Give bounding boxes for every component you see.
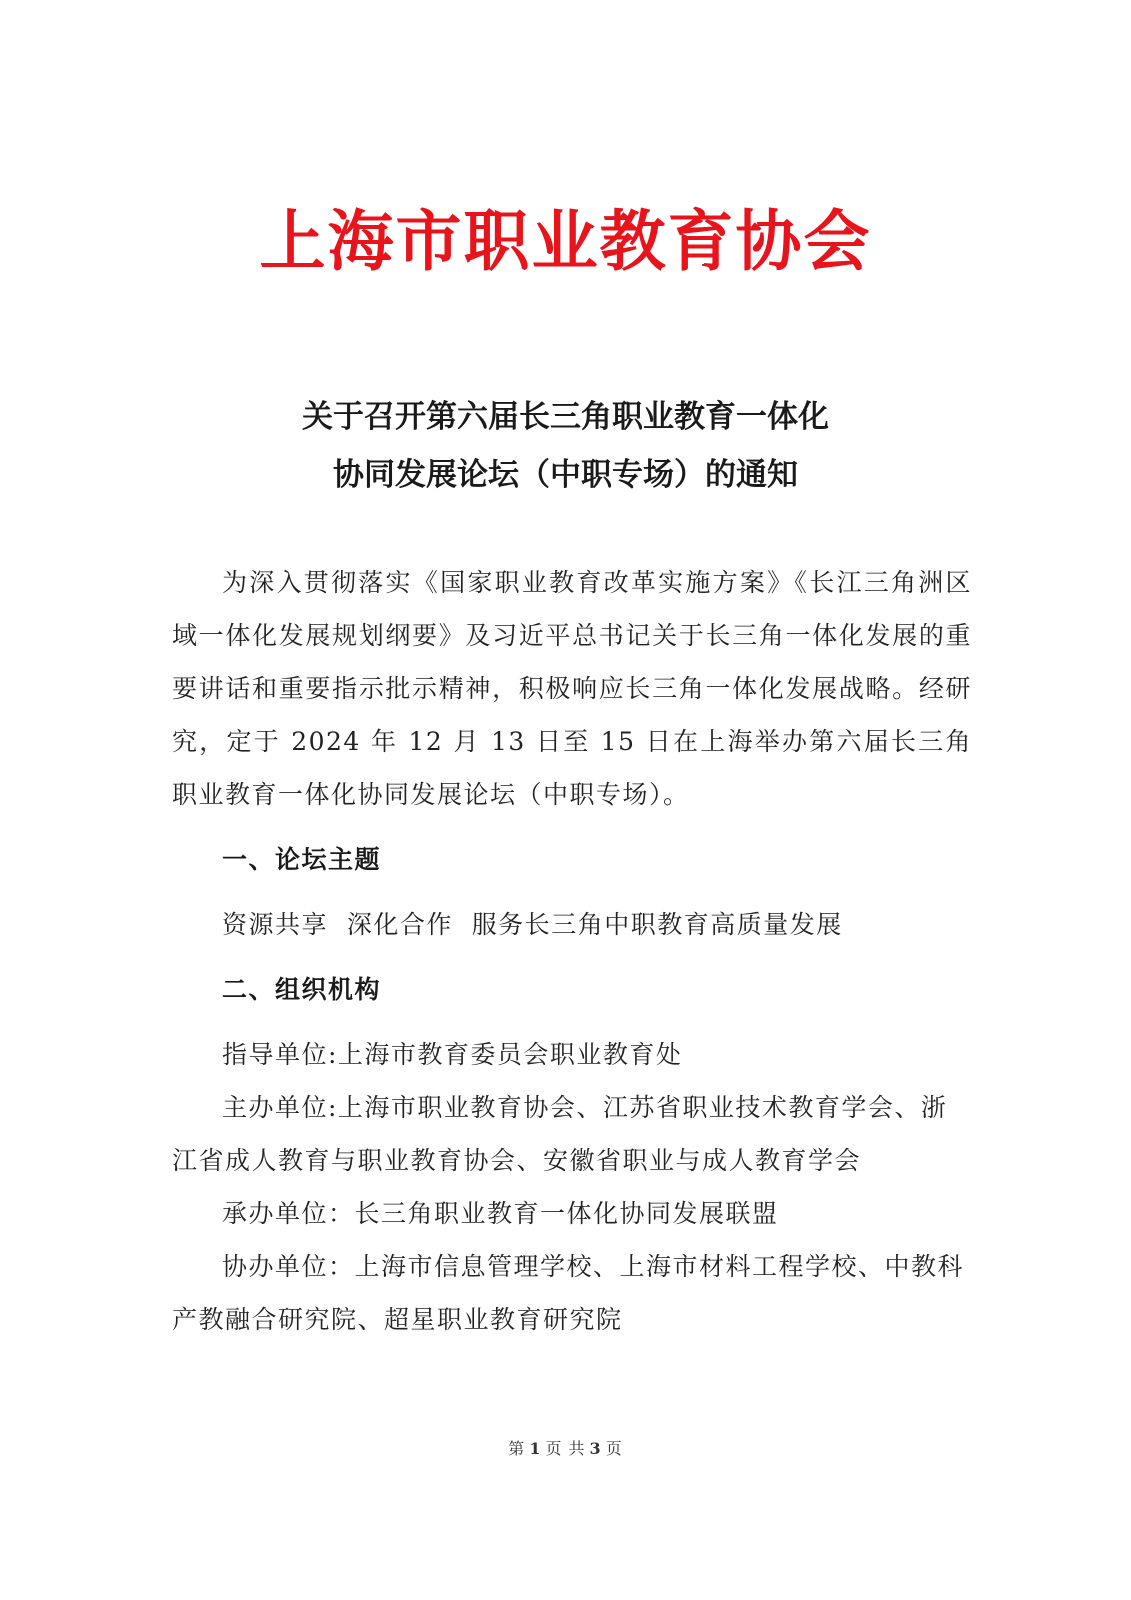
document-body	[172, 556, 972, 1346]
section-heading-theme: 一、论坛主题	[222, 845, 382, 874]
total-pages-number: 3	[589, 1439, 602, 1458]
footer-prefix: 第	[508, 1439, 526, 1458]
co-organizer-units: 协办单位：上海市信息管理学校、上海市材料工程学校、中教科产教融合研究院、超星职业教育研究院	[172, 1252, 965, 1334]
section-heading-organization: 二、组织机构	[222, 975, 382, 1004]
org-letterhead: 上海市职业教育协会	[259, 202, 872, 280]
page-footer	[0, 1436, 1131, 1459]
forum-theme-text: 资源共享 深化合作 服务长三角中职教育高质量发展	[222, 910, 843, 939]
guide-unit: 指导单位:上海市教育委员会职业教育处	[222, 1040, 683, 1069]
footer-middle: 页 共	[545, 1439, 586, 1458]
title-line-2: 协同发展论坛（中职专场）的通知	[333, 457, 798, 493]
title-line-1: 关于召开第六届长三角职业教育一体化	[302, 399, 829, 435]
footer-suffix: 页	[605, 1439, 623, 1458]
host-units: 主办单位:上海市职业教育协会、江苏省职业技术教育学会、浙江省成人教育与职业教育协会、安徽省职业与成人教育学会	[172, 1093, 948, 1175]
organizer-unit: 承办单位：长三角职业教育一体化协同发展联盟	[222, 1199, 779, 1228]
current-page-number: 1	[529, 1439, 542, 1458]
intro-paragraph: 为深入贯彻落实《国家职业教育改革实施方案》《长江三角洲区域一体化发展规划纲要》及习近平总书记关于长三角一体化发展的重要讲话和重要指示批示精神，积极响应长三角一体化发展战略。经研究，定于 2024 年 12 月 13 日至 15 日在上海举办第六届长三角职业教育一体化协同发展论坛（中职专场）。	[172, 568, 972, 809]
document-title	[0, 388, 1131, 504]
